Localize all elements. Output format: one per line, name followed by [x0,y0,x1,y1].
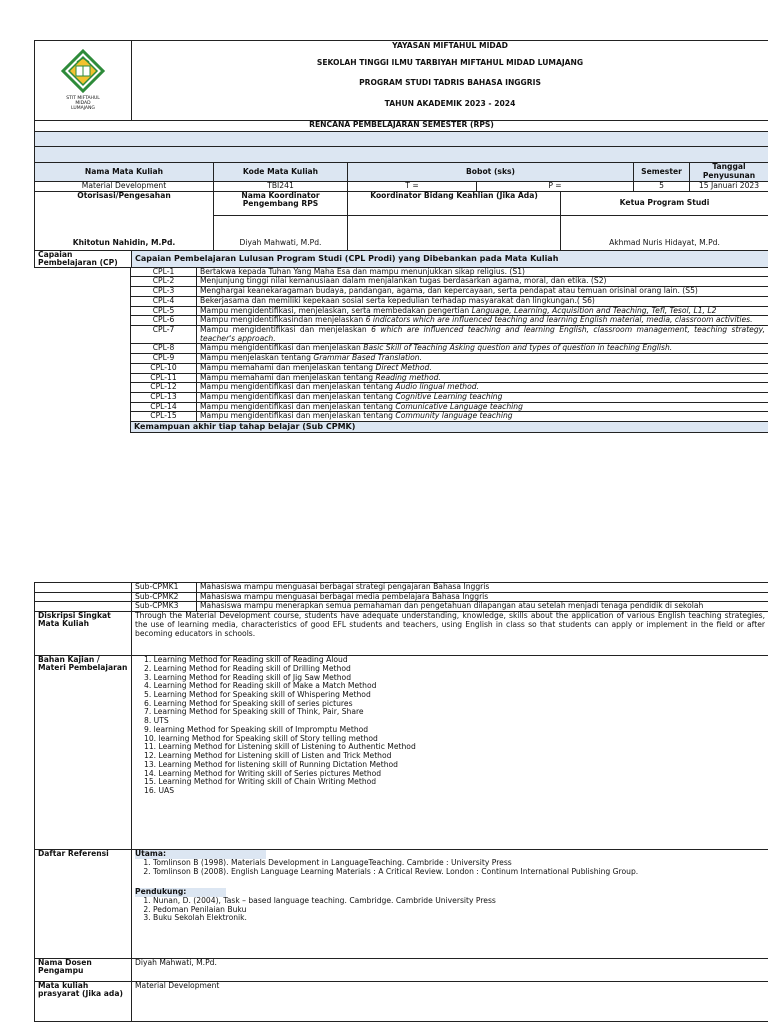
material-item: 10. learning Method for Speaking skill of Story telling method [144,733,378,743]
cpl-text-main: Mampu mengidentifikasi dan menjelaskan tentang [200,392,396,401]
field-coordinator-header: Koordinator Bidang Keahlian (Jika Ada) [348,191,561,215]
sub-cpmk-code: Sub-CPMK2 [132,592,197,602]
cpl-row [131,373,768,383]
cpl-text-main: Mampu mengidentifikasi dan menjelaskan [200,343,364,353]
cpl-code: CPL-7 [131,325,197,343]
cpl-row [131,267,768,277]
col-header-nama: Nama Mata Kuliah [35,163,214,182]
author-name: Khitotun Nahidin, M.Pd. [72,238,176,247]
material-item: 4. Learning Method for Reading skill of Make a Match Method [144,681,377,691]
course-name: Material Development [35,182,214,192]
rps-title: RENCANA PEMBELAJARAN SEMESTER (RPS) [35,121,768,132]
material-item: 5. Learning Method for Speaking skill of Whispering Method [144,690,371,700]
cpl-text-italic: 6 which are influenced teaching and learning English, classroom management, teaching strategy, teacher's approach. [200,325,765,343]
rps-main-table [34,120,768,268]
cpl-row [131,277,768,287]
cpl-code: CPL-6 [131,316,197,326]
authorization-label: Otorisasi/Pengesahan [77,191,171,200]
cpl-code: CPL-1 [131,267,197,277]
cpl-code: CPL-14 [131,402,197,412]
cpl-text-main: Mampu mengidentifikasi dan menjelaskan [200,325,372,334]
material-item: 16. UAS [144,785,175,795]
material-item: 12. Learning Method for Listening skill of Listen and Trick Method [144,751,392,761]
cp-label: Capaian Pembelajaran (CP) [35,250,132,267]
sub-cpmk-empty [35,592,132,602]
cpl-text-main: Bertakwa kepada Tuhan Yang Maha Esa dan mampu menunjukkan sikap religius. (S1) [200,267,525,276]
cpl-text [197,412,768,422]
cpl-text [197,344,768,354]
logo-text: STIT MIFTAHUL MIDAD LUMAJANG [66,96,100,112]
sub-cpmk-empty [35,583,132,593]
col-header-kode: Kode Mata Kuliah [214,163,348,182]
sub-cpmk-text: Mahasiswa mampu menguasai berbagai media pembelajara Bahasa Inggris [197,592,768,602]
cpl-text-main: Mampu mengidentifikasi dan menjelaskan tentang [200,411,396,421]
study-program: PROGRAM STUDI TADRIS BAHASA INGGRIS [359,78,541,88]
cpl-text-main: Mampu mengidentifikasindan menjelaskan [200,315,366,325]
cpl-text-italic: Language, Learning, Acquisition and Teaching, Tefl, Tesol, L1, L2 [471,306,717,315]
cpl-text-main: Mampu memahami dan menjelaskan tentang [200,373,376,382]
cpl-code: CPL-10 [131,363,197,373]
cpl-text-italic: Audio lingual method. [395,382,479,392]
cpl-text-main: Mampu mengidentifikasi dan menjelaskan tentang [200,382,396,392]
cpl-row [131,383,768,393]
material-item: 14. Learning Method for Writing skill of Series pictures Method [144,768,382,778]
supporting-reference-item: 2. Pedoman Penilaian Buku [153,906,765,915]
sub-cpmk-code: Sub-CPMK3 [132,602,197,612]
references-label: Daftar Referensi [35,850,132,959]
rps-header-table [34,40,768,121]
material-item: 15. Learning Method for Writing skill of Chain Writing Method [144,777,377,787]
cpl-text-italic: Grammar Based Translation. [313,353,423,363]
cpl-text-italic: Direct Method. [375,363,432,372]
college-logo-icon [59,49,107,95]
cpl-text [197,393,768,403]
college-name: SEKOLAH TINGGI ILMU TARBIYAH MIFTAHUL MIDAD LUMAJANG [316,57,584,67]
cpl-code: CPL-13 [131,393,197,403]
main-reference-item: 1. Tomlinson B (1998). Materials Development in LanguageTeaching. Cambride : University Press [153,859,765,868]
supporting-reference-item: 3. Buku Sekolah Elektronik. [153,914,765,923]
course-description: Through the Material Development course, students have adequate understanding, knowledge, skills about the application of various English teaching strategies, the use of learning media, characteristics of good EFL students and teachers, using English in class so that students can apply or implement in the field or after becoming educators in schools. [132,612,768,656]
authorization-cell [35,191,214,250]
cpl-code: CPL-3 [131,287,197,297]
cpl-code: CPL-5 [131,306,197,316]
material-item: 1. Learning Method for Reading skill of Reading Aloud [144,655,348,665]
sub-cpmk-list [35,583,768,612]
material-item: 11. Learning Method for Listening skill of Listening to Authentic Method [144,742,416,752]
weight-t: T = [348,182,477,192]
cpl-row [131,306,768,316]
page-2-table [34,582,768,1022]
cpl-code: CPL-8 [131,344,197,354]
cpl-code: CPL-4 [131,296,197,306]
cpl-text [197,267,768,277]
cpl-code: CPL-11 [131,373,197,383]
sub-cpmk-row [35,602,768,612]
cpl-row [131,296,768,306]
cpl-text-italic: Reading method. [375,373,441,382]
references-cell [132,850,768,959]
cpl-heading: Capaian Pembelajaran Lulusan Program Studi (CPL Prodi) yang Dibebankan pada Mata Kuliah [132,250,768,267]
cpl-text [197,354,768,364]
cpl-row [131,354,768,364]
cpl-text [197,306,768,316]
cpl-table [130,267,768,434]
material-item: 7. Learning Method for Speaking skill of Think, Pair, Share [144,707,364,717]
head-of-program-name: Akhmad Nuris Hidayat, M.Pd. [561,215,768,250]
cpl-code: CPL-2 [131,277,197,287]
cpl-text-italic: Cognitive Learning teaching [395,392,503,401]
cpl-row [131,325,768,343]
sub-cpmk-text: Mahasiswa mampu menguasai berbagai strategi pengajaran Bahasa Inggris [197,583,768,593]
material-item: 2. Learning Method for Reading skill of Drilling Method [144,663,351,673]
cpl-row [131,402,768,412]
blank-row [35,147,768,163]
col-header-semester: Semester [634,163,690,182]
sub-cpmk-code: Sub-CPMK1 [132,583,197,593]
col-header-bobot: Bobot (sks) [348,163,634,182]
cpl-row [131,363,768,373]
material-item: 9. learning Method for Speaking skill of Impromptu Method [144,724,369,734]
coordinator-header: Nama Koordinator Pengembang RPS [214,191,348,215]
sub-cpmk-empty [35,602,132,612]
cpl-text [197,316,768,326]
head-of-program-header: Ketua Program Studi [561,191,768,215]
institution-header [132,41,768,121]
material-item: 8. UTS [144,716,169,726]
coordinator-name: Diyah Mahwati, M.Pd. [214,215,348,250]
cpl-text [197,277,768,287]
cpl-text [197,402,768,412]
material-item: 3. Learning Method for Reading skill of Jig Saw Method [144,672,352,682]
cpl-text-italic: Basic Skill of Teaching Asking question and types of question in teaching English. [363,343,673,353]
cpl-text-main: Mampu menjelaskan tentang [200,353,314,363]
cpl-row [131,287,768,297]
cpl-list [131,267,768,422]
supporting-references-label: Pendukung: [135,888,226,897]
academic-year: TAHUN AKADEMIK 2023 - 2024 [384,99,516,109]
cpl-text-main: Mampu mengidentifikasi, menjelaskan, serta membedakan pengertian [200,306,472,315]
semester-value: 5 [634,182,690,192]
cpl-row [131,412,768,422]
main-reference-item: 2. Tomlinson B (2008). English Language Learning Materials : A Critical Review. London : Continum International Publishing Group. [153,868,765,877]
prerequisite-label: Mata kuliah prasyarat (Jika ada) [35,982,132,1022]
cpl-text [197,383,768,393]
cpl-code: CPL-12 [131,383,197,393]
cpl-text [197,373,768,383]
cpl-text-main: Bekerjasama dan memiliki kepekaan sosial serta kepedulian terhadap masyarakat dan lingkungan.( S6) [200,296,595,305]
cpl-text-main: Mampu memahami dan menjelaskan tentang [200,363,376,372]
cpl-text [197,325,768,343]
cpl-code: CPL-15 [131,412,197,422]
cpl-code: CPL-9 [131,354,197,364]
col-header-tanggal: Tanggal Penyusunan [690,163,768,182]
material-list [132,656,768,850]
lecturer-label: Nama Dosen Pengampu [35,959,132,982]
material-item: 13. Learning Method for listening skill of Running Dictation Method [144,759,398,769]
sub-cpmk-row [35,583,768,593]
sub-cpmk-row [35,592,768,602]
page-1-document [34,40,768,433]
cpl-text-main: Menghargai keanekaragaman budaya, pandangan, agama, dan kepercayaan, serta pendapat atau temuan orisinal orang lain. (S5) [200,286,698,296]
material-item: 6. Learning Method for Speaking skill of series pictures [144,698,353,708]
blank-row [35,132,768,147]
material-label: Bahan Kajian / Materi Pembelajaran [35,656,132,850]
sub-cpmk-text: Mahasiswa mampu menerapkan semua pemahaman dan pengetahuan dilapangan atau setelah menjadi tenaga pendidik di sekolah [197,602,768,612]
lecturer-name: Diyah Mahwati, M.Pd. [132,959,768,982]
main-references-label: Utama: [135,850,266,859]
cpl-text [197,363,768,373]
cpl-text-main: Mampu mengidentifikasi dan menjelaskan tentang [200,402,396,411]
cpl-text-italic: Community language teaching [395,411,513,421]
description-label: Diskripsi Singkat Mata Kuliah [35,612,132,656]
cpl-text [197,296,768,306]
cpl-row [131,393,768,403]
foundation-name: YAYASAN MIFTAHUL MIDAD [392,41,508,50]
page-2-document [34,582,768,1022]
cpl-text-main: Menjunjung tinggi nilai kemanusiaan dalam menjalankan tugas berdasarkan agama, moral, dan etika. (S2) [200,276,607,286]
supporting-references-list [135,897,765,923]
prerequisite-value: Material Development [132,982,768,1022]
cpl-text [197,287,768,297]
supporting-reference-item: 1. Nunan, D. (2004), Task – based language teaching. Cambridge. Cambride University Press [153,897,765,906]
main-references-list [135,859,765,876]
course-code: TBI241 [214,182,348,192]
cpl-text-italic: 6 indicators which are influenced teaching and learning English material, media, classroom activities. [365,315,753,325]
cpl-row [131,344,768,354]
sub-cpmk-heading: Kemampuan akhir tiap tahap belajar (Sub CPMK) [131,422,768,433]
weight-p: P = [477,182,634,192]
logo-cell [35,41,132,121]
field-coordinator-name [348,215,561,250]
cpl-text-italic: Comunicative Language teaching [395,402,523,411]
date-value: 15 Januari 2023 [690,182,768,192]
cpl-row [131,316,768,326]
